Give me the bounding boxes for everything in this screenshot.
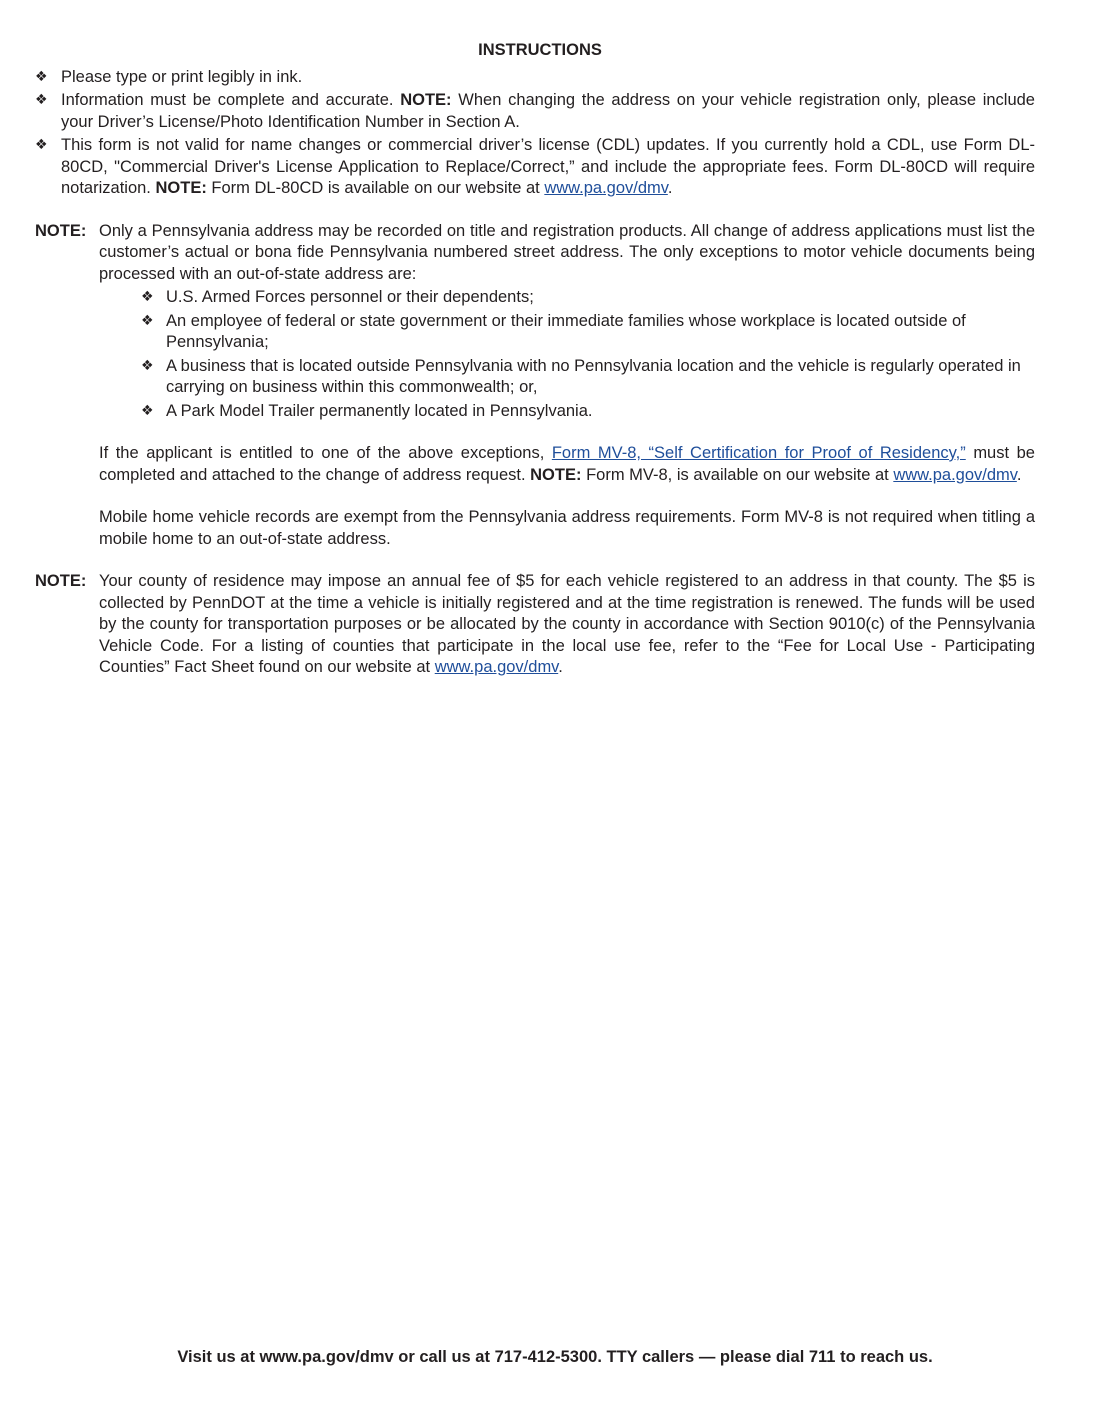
diamond-bullet-icon: ❖ bbox=[35, 137, 48, 153]
residency-exception-item bbox=[141, 401, 1035, 423]
diamond-bullet-icon: ❖ bbox=[141, 289, 154, 305]
residency-exception-item bbox=[141, 356, 1035, 399]
instructions-page bbox=[35, 40, 1035, 679]
mobile-home-paragraph: Mobile home vehicle records are exempt from the Pennsylvania address requirements. Form MV-8 is not required when titling a mobile home to an out-of-state address. bbox=[99, 508, 1035, 548]
residency-exception-text: U.S. Armed Forces personnel or their dependents; bbox=[166, 288, 534, 306]
residency-note-intro: Only a Pennsylvania address may be recorded on title and registration products. All change of address applications must list the customer’s actual or bona fide Pennsylvania numbered street address. The only exceptions to motor vehicle documents being processed with an out-of-state address are: bbox=[99, 221, 1035, 283]
residency-note-block bbox=[35, 221, 1035, 551]
dmv-website-link[interactable]: www.pa.gov/dmv bbox=[893, 465, 1017, 484]
mv8-paragraph-rest: Form MV-8, is available on our website at bbox=[586, 465, 889, 484]
dmv-website-link[interactable]: www.pa.gov/dmv bbox=[434, 658, 559, 676]
county-fee-note-block bbox=[35, 571, 1035, 679]
instruction-bullet-2-note-text: When changing the address on your vehicle registration only, please include your Driver’s License/Photo Identification Number in Section A. bbox=[61, 91, 1035, 131]
residency-exception-text: An employee of federal or state government or their immediate families whose workplace is located outside of Pennsylvania; bbox=[166, 311, 966, 351]
diamond-bullet-icon: ❖ bbox=[35, 68, 48, 85]
diamond-bullet-icon: ❖ bbox=[141, 312, 154, 329]
mv8-paragraph bbox=[99, 443, 1035, 486]
dmv-website-link[interactable]: www.pa.gov/dmv bbox=[544, 179, 668, 197]
instruction-bullet-3-note-text: Form DL-80CD is available on our website at bbox=[211, 179, 540, 197]
note-label: NOTE: bbox=[530, 465, 582, 484]
instruction-bullet-3 bbox=[35, 135, 1035, 200]
diamond-bullet-icon: ❖ bbox=[35, 92, 48, 108]
residency-exception-text: A Park Model Trailer permanently located in Pennsylvania. bbox=[166, 401, 593, 420]
diamond-bullet-icon: ❖ bbox=[141, 357, 154, 374]
county-fee-text: Your county of residence may impose an annual fee of $5 for each vehicle registered to an address in that county. The $5 is collected by PennDOT at the time a vehicle is initially registered and at the time registration is renewed. The funds will be used by the county for transportation purposes or be allocated by the county in accordance with Section 9010(c) of the Pennsylvania Vehicle Code. For a listing of counties that participate in the local use fee, refer to the “Fee for Local Use - Participating Counties” Fact Sheet found on our website at bbox=[99, 572, 1035, 676]
residency-exception-item bbox=[141, 287, 1035, 309]
instruction-bullet-1-text: Please type or print legibly in ink. bbox=[61, 67, 303, 86]
mv8-paragraph-start: If the applicant is entitled to one of the above exceptions, bbox=[99, 444, 545, 462]
note-label: NOTE: bbox=[155, 179, 207, 197]
county-fee-paragraph bbox=[99, 571, 1035, 679]
mv8-paragraph-mid: must be completed and attached to the change of address request. bbox=[99, 444, 1035, 484]
instruction-bullet-1 bbox=[35, 67, 1035, 89]
note-label: NOTE: bbox=[35, 572, 87, 590]
sentence-period: . bbox=[558, 658, 563, 676]
note-label: NOTE: bbox=[35, 221, 87, 240]
note-label: NOTE: bbox=[400, 91, 452, 109]
instruction-bullet-2-text: Information must be complete and accurate. bbox=[61, 91, 394, 109]
contact-footer: Visit us at www.pa.gov/dmv or call us at 717-412-5300. TTY callers — please dial 711 to reach us. bbox=[177, 1348, 933, 1366]
instructions-title: INSTRUCTIONS bbox=[478, 41, 602, 59]
sentence-period: . bbox=[1016, 465, 1022, 484]
sentence-period: . bbox=[667, 179, 673, 197]
residency-exception-text: A business that is located outside Pennsylvania with no Pennsylvania location and the vehicle is regularly operated in carrying on business within this commonwealth; or, bbox=[166, 356, 1021, 396]
instruction-bullet-3-text: This form is not valid for name changes or commercial driver’s license (CDL) updates. If you currently hold a CDL, use Form DL-80CD, "Commercial Driver's License Application to Replace/Correct,” and include the appropriate fees. Form DL-80CD will require notarization. bbox=[61, 136, 1035, 197]
diamond-bullet-icon: ❖ bbox=[141, 402, 154, 419]
residency-exceptions-list bbox=[141, 287, 1035, 422]
instruction-bullet-list bbox=[35, 67, 1035, 200]
form-mv8-link[interactable]: Form MV-8, “Self Certification for Proof of Residency,” bbox=[551, 444, 966, 462]
instruction-bullet-2 bbox=[35, 90, 1035, 133]
residency-exception-item bbox=[141, 311, 1035, 354]
